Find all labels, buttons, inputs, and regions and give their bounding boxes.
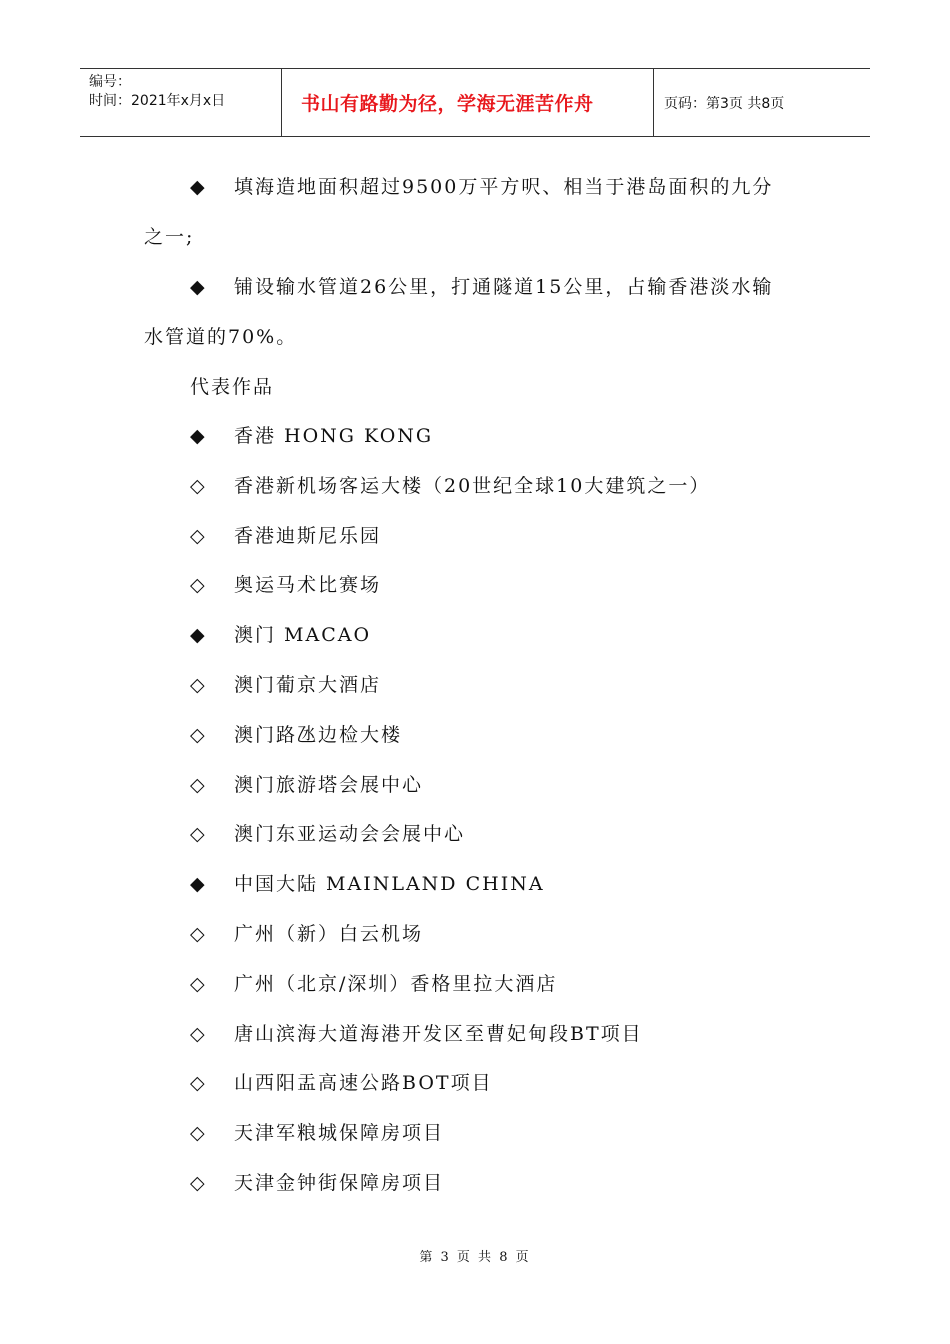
list-item	[190, 421, 433, 448]
header-time: 时间：2021年x月x日	[89, 93, 226, 109]
list-item-text: 香港 HONG KONG	[234, 425, 434, 447]
works-heading: 代表作品	[190, 376, 275, 398]
hollow-diamond-icon: ◇	[190, 524, 207, 547]
list-item	[190, 521, 381, 548]
hollow-diamond-icon: ◇	[190, 1122, 207, 1145]
hollow-diamond-icon: ◇	[190, 923, 207, 945]
header-meta	[80, 69, 282, 136]
list-item	[190, 620, 371, 647]
list-item	[190, 819, 465, 846]
list-item	[190, 1168, 444, 1195]
filled-diamond-icon: ◆	[190, 425, 207, 447]
hollow-diamond-icon: ◇	[190, 723, 207, 746]
list-item	[190, 1019, 643, 1046]
hollow-diamond-icon: ◇	[190, 1022, 207, 1045]
list-item	[190, 670, 381, 697]
list-item	[190, 869, 545, 896]
list-item-text: 澳门旅游塔会展中心	[234, 773, 424, 796]
list-item-text: 澳门路氹边检大楼	[234, 723, 403, 746]
filled-diamond-icon: ◆	[190, 176, 207, 198]
hollow-diamond-icon: ◇	[190, 773, 207, 796]
paragraph-text: 填海造地面积超过9500万平方呎、相当于港岛面积的九分	[234, 176, 774, 198]
hollow-diamond-icon: ◇	[190, 1072, 207, 1095]
header-number: 编号：	[89, 74, 131, 90]
hollow-diamond-icon: ◇	[190, 972, 207, 995]
hollow-diamond-icon: ◇	[190, 474, 207, 497]
hollow-diamond-icon: ◇	[190, 1172, 207, 1194]
list-item-text: 山西阳盂高速公路BOT项目	[234, 1072, 493, 1095]
page-header	[80, 68, 870, 137]
paragraph-1-line-1	[190, 172, 773, 199]
header-motto-cell	[282, 69, 654, 136]
list-item	[190, 969, 557, 996]
header-page-cell	[654, 69, 870, 136]
hollow-diamond-icon: ◇	[190, 823, 207, 846]
list-item-text: 奥运马术比赛场	[234, 574, 382, 597]
hollow-diamond-icon: ◇	[190, 674, 207, 696]
page-footer: 第 3 页 共 8 页	[419, 1250, 531, 1265]
list-item	[190, 770, 423, 797]
hollow-diamond-icon: ◇	[190, 574, 207, 597]
paragraph-2-line-1	[190, 272, 773, 299]
list-item-text: 天津军粮城保障房项目	[234, 1122, 445, 1145]
list-item-text: 澳门东亚运动会会展中心	[234, 823, 466, 846]
header-motto: 书山有路勤为径，学海无涯苦作舟	[301, 93, 594, 115]
list-item-text: 香港迪斯尼乐园	[234, 524, 382, 547]
list-item-text: 广州（新）白云机场	[234, 923, 424, 945]
list-item	[190, 720, 402, 747]
list-item-text: 中国大陆 MAINLAND CHINA	[234, 873, 545, 896]
paragraph-2-line-2: 水管道的70%。	[144, 326, 298, 348]
list-item	[190, 570, 381, 597]
paragraph-text: 铺设输水管道26公里，打通隧道15公里，占输香港淡水输	[234, 276, 774, 298]
list-item-text: 澳门 MACAO	[234, 624, 372, 647]
list-item	[190, 1118, 444, 1145]
list-item-text: 广州（北京/深圳）香格里拉大酒店	[234, 972, 558, 995]
filled-diamond-icon: ◆	[190, 624, 207, 647]
list-item	[190, 919, 423, 946]
list-item-text: 香港新机场客运大楼（20世纪全球10大建筑之一）	[234, 474, 711, 497]
list-item-text: 天津金钟街保障房项目	[234, 1172, 445, 1194]
list-item-text: 澳门葡京大酒店	[234, 674, 382, 696]
filled-diamond-icon: ◆	[190, 276, 207, 298]
filled-diamond-icon: ◆	[190, 873, 207, 896]
paragraph-1-line-2: 之一;	[144, 226, 195, 248]
header-page-number: 页码：第3页 共8页	[664, 95, 785, 112]
list-item	[190, 1068, 493, 1095]
list-item-text: 唐山滨海大道海港开发区至曹妃甸段BT项目	[234, 1022, 643, 1045]
list-item	[190, 471, 710, 498]
